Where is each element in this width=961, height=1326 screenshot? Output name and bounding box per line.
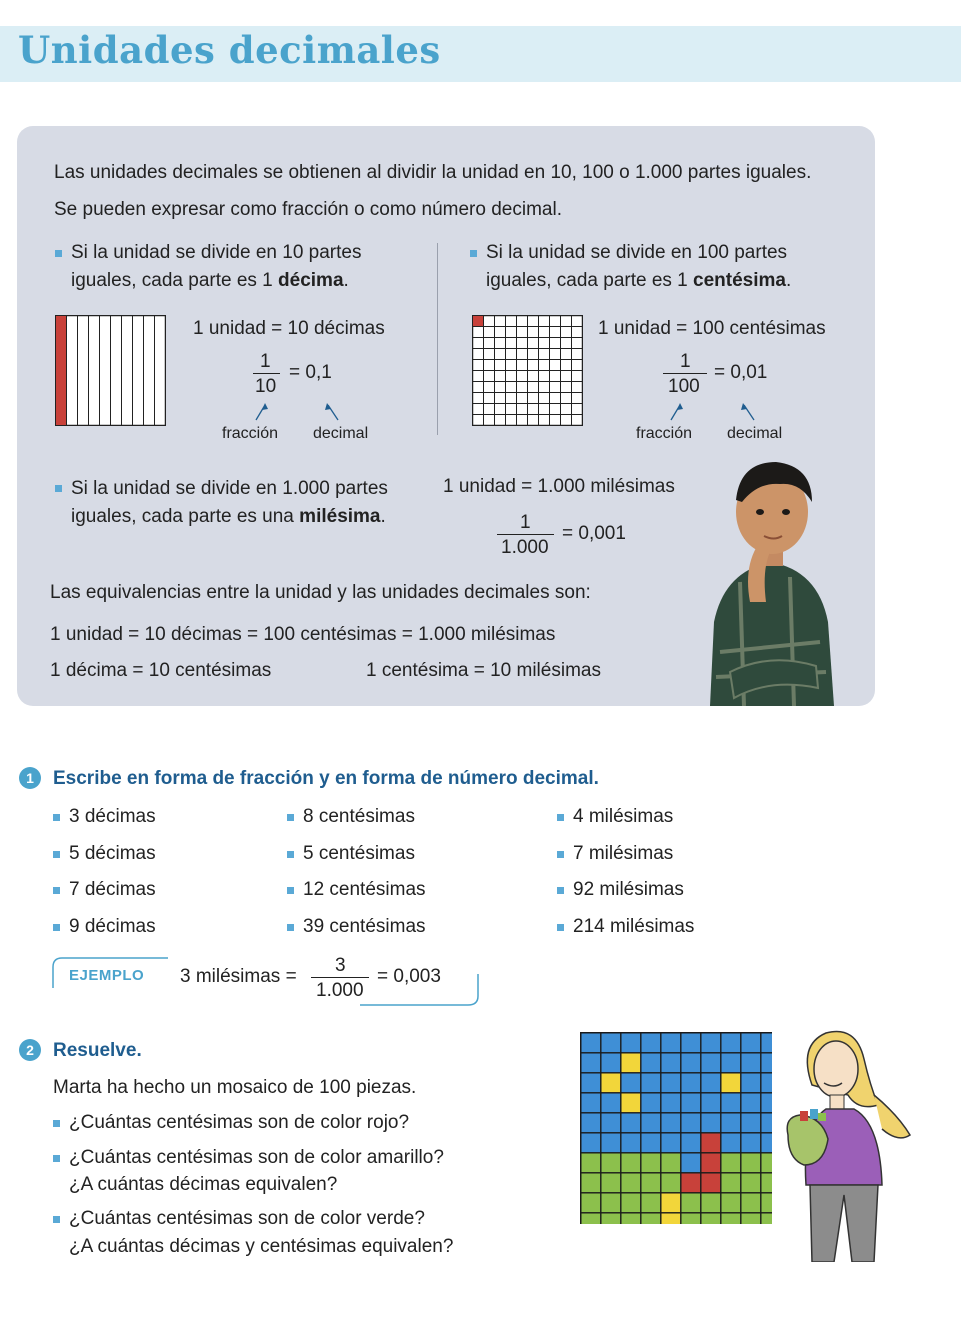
- bullet-icon: [55, 485, 62, 492]
- exercise-2-intro: Marta ha hecho un mosaico de 100 piezas.: [53, 1077, 417, 1098]
- mosaic-cell: [642, 1054, 661, 1073]
- example-result: = 0,003: [377, 966, 441, 987]
- milesima-equation: 1 unidad = 1.000 milésimas: [443, 476, 675, 497]
- bullet-icon: [557, 851, 564, 858]
- mosaic-cell: [582, 1094, 601, 1113]
- mosaic-cell: [722, 1054, 741, 1073]
- bullet-icon: [53, 814, 60, 821]
- tenth-shaded-strip: [56, 316, 66, 425]
- mosaic-cell: [682, 1174, 701, 1193]
- mosaic-cell: [662, 1074, 681, 1093]
- bullet-icon: [287, 814, 294, 821]
- mosaic-cell: [722, 1094, 741, 1113]
- mosaic-cell: [642, 1154, 661, 1173]
- mosaic-cell: [682, 1034, 701, 1053]
- decima-fraction-bar: [253, 373, 280, 374]
- mosaic-cell: [742, 1194, 761, 1213]
- mosaic-cell: [702, 1054, 721, 1073]
- decima-result: = 0,1: [289, 362, 332, 383]
- exercise-1-item-label: 39 centésimas: [303, 915, 426, 937]
- milesima-numerator: 1: [520, 512, 531, 533]
- centesima-denominator: 100: [668, 376, 700, 397]
- milesima-line-2: iguales, cada parte es una milésima.: [71, 506, 386, 527]
- example-lhs: 3 milésimas =: [180, 966, 297, 987]
- mosaic-cell: [742, 1134, 761, 1153]
- equivalences-line-2a: 1 décima = 10 centésimas: [50, 660, 272, 681]
- centesima-numerator: 1: [680, 351, 691, 372]
- mosaic-cell: [682, 1134, 701, 1153]
- centesima-equation: 1 unidad = 100 centésimas: [598, 318, 826, 339]
- mosaic-cell: [662, 1174, 681, 1193]
- mosaic-cell: [742, 1074, 761, 1093]
- mosaic-cell: [602, 1054, 621, 1073]
- mosaic-cell: [702, 1114, 721, 1133]
- bullet-icon: [55, 250, 62, 257]
- intro-line-2: Se pueden expresar como fracción o como número decimal.: [54, 199, 562, 220]
- exercise-1-item-label: 5 décimas: [69, 842, 156, 864]
- mosaic-cell: [642, 1194, 661, 1213]
- mosaic-cell: [702, 1134, 721, 1153]
- bullet-icon: [53, 887, 60, 894]
- bullet-icon: [287, 887, 294, 894]
- mosaic-cell: [722, 1114, 741, 1133]
- example-numerator: 3: [335, 955, 346, 976]
- centesima-label-decimal: decimal: [727, 425, 783, 442]
- mosaic-cell: [722, 1134, 741, 1153]
- bullet-icon: [53, 1155, 60, 1162]
- mosaic-cell: [582, 1174, 601, 1193]
- mosaic-cell: [722, 1194, 741, 1213]
- mosaic-cell: [702, 1174, 721, 1193]
- column-divider: [437, 243, 438, 435]
- mosaic-cell: [762, 1134, 773, 1153]
- mosaic-cell: [582, 1214, 601, 1225]
- mosaic-cell: [642, 1094, 661, 1113]
- mosaic-cell: [702, 1034, 721, 1053]
- milesima-denominator: 1.000: [501, 537, 549, 558]
- mosaic-cell: [642, 1174, 661, 1193]
- page-title: Unidades decimales: [18, 28, 441, 72]
- bullet-icon: [557, 814, 564, 821]
- mosaic-cell: [682, 1114, 701, 1133]
- exercise-1-item-label: 8 centésimas: [303, 806, 415, 827]
- exercise-1-item-label: 5 centésimas: [303, 842, 415, 864]
- equivalences-intro: Las equivalencias entre la unidad y las unidades decimales son:: [50, 582, 591, 603]
- mosaic-cell: [762, 1034, 773, 1053]
- bullet-icon: [53, 851, 60, 858]
- exercise-2-q1: ¿Cuántas centésimas son de color rojo?: [69, 1112, 410, 1133]
- mosaic-cell: [582, 1054, 601, 1073]
- mosaic-cell: [622, 1034, 641, 1053]
- bullet-icon: [470, 250, 477, 257]
- centesima-result: = 0,01: [714, 362, 768, 383]
- mosaic-cell: [662, 1114, 681, 1133]
- exercise-1-item-label: 92 milésimas: [573, 879, 684, 900]
- mosaic-cell: [662, 1154, 681, 1173]
- mosaic-cell: [582, 1074, 601, 1093]
- mosaic-cell: [722, 1214, 741, 1225]
- mosaic-cell: [742, 1214, 761, 1225]
- exercise-2-title: Resuelve.: [53, 1040, 142, 1061]
- mosaic-cell: [622, 1174, 641, 1193]
- mosaic-cell: [722, 1174, 741, 1193]
- mosaic-cell: [682, 1214, 701, 1225]
- example-label: EJEMPLO: [69, 967, 145, 984]
- mosaic-cell: [662, 1094, 681, 1113]
- equivalences-line-2b: 1 centésima = 10 milésimas: [366, 660, 601, 681]
- bullet-icon: [557, 887, 564, 894]
- exercise-1-item-label: 9 décimas: [69, 915, 156, 937]
- mosaic-cell: [762, 1194, 773, 1213]
- milesima-result: = 0,001: [562, 523, 626, 544]
- mosaic-cell: [762, 1094, 773, 1113]
- bullet-icon: [557, 924, 564, 931]
- mosaic-cell: [662, 1134, 681, 1153]
- hundredths-diagram: [472, 315, 583, 426]
- exercise-2-q2a: ¿Cuántas centésimas son de color amarillo?: [69, 1147, 444, 1168]
- mosaic-cell: [762, 1214, 773, 1225]
- mosaic-cell: [582, 1114, 601, 1133]
- bullet-icon: [53, 1216, 60, 1223]
- decima-label-fraction: fracción: [222, 425, 279, 442]
- mosaic-cell: [702, 1214, 721, 1225]
- bullet-icon: [53, 924, 60, 931]
- mosaic-cell: [662, 1194, 681, 1213]
- mosaic-cell: [602, 1134, 621, 1153]
- mosaic-cell: [742, 1054, 761, 1073]
- exercise-1-number: 1: [19, 767, 41, 789]
- mosaic-cell: [702, 1094, 721, 1113]
- mosaic-cell: [622, 1214, 641, 1225]
- intro-line-1: Las unidades decimales se obtienen al dividir la unidad en 10, 100 o 1.000 partes iguales.: [54, 162, 812, 183]
- mosaic-cell: [602, 1074, 621, 1093]
- mosaic-cell: [642, 1034, 661, 1053]
- mosaic-cell: [662, 1054, 681, 1073]
- mosaic-cell: [642, 1214, 661, 1225]
- decima-denominator: 10: [255, 376, 277, 397]
- mosaic-cell: [622, 1154, 641, 1173]
- bullet-icon: [287, 851, 294, 858]
- mosaic-cell: [762, 1114, 773, 1133]
- mosaic-cell: [622, 1054, 641, 1073]
- exercise-1-item-label: 7 milésimas: [573, 842, 674, 864]
- bullet-icon: [287, 924, 294, 931]
- mosaic-cell: [582, 1154, 601, 1173]
- mosaic-cell: [682, 1054, 701, 1073]
- mosaic-cell: [702, 1194, 721, 1213]
- mosaic-cell: [762, 1154, 773, 1173]
- mosaic-cell: [602, 1214, 621, 1225]
- girl-illustration: [778, 1025, 918, 1262]
- mosaic-cell: [622, 1134, 641, 1153]
- decima-equation: 1 unidad = 10 décimas: [193, 318, 385, 339]
- mosaic-cell: [602, 1034, 621, 1053]
- centesima-label-fraction: fracción: [636, 425, 693, 442]
- mosaic-cell: [602, 1174, 621, 1193]
- decima-label-decimal: decimal: [313, 425, 369, 442]
- mosaic-cell: [642, 1074, 661, 1093]
- mosaic-cell: [602, 1114, 621, 1133]
- exercise-1-title: Escribe en forma de fracción y en forma de número decimal.: [53, 768, 599, 789]
- mosaic-cell: [722, 1154, 741, 1173]
- decima-line-1: Si la unidad se divide en 10 partes: [71, 242, 362, 263]
- mosaic-cell: [682, 1094, 701, 1113]
- mosaic-cell: [582, 1034, 601, 1053]
- mosaic-cell: [622, 1114, 641, 1133]
- milesima-fraction-bar: [497, 534, 554, 535]
- mosaic-cell: [602, 1194, 621, 1213]
- mosaic-cell: [722, 1074, 741, 1093]
- mosaic-cell: [682, 1074, 701, 1093]
- exercise-1-item-label: 12 centésimas: [303, 879, 426, 900]
- mosaic-cell: [602, 1154, 621, 1173]
- centesima-line-1: Si la unidad se divide en 100 partes: [486, 242, 788, 263]
- exercise-2-q3a: ¿Cuántas centésimas son de color verde?: [69, 1208, 425, 1229]
- mosaic-cell: [762, 1174, 773, 1193]
- mosaic-cell: [582, 1194, 601, 1213]
- example-denominator: 1.000: [316, 980, 364, 1001]
- mosaic-cell: [762, 1074, 773, 1093]
- centesima-line-2: iguales, cada parte es 1 centésima.: [486, 270, 792, 291]
- mosaic-cell: [682, 1194, 701, 1213]
- example-fraction-bar: [311, 977, 369, 978]
- mosaic-cell: [742, 1094, 761, 1113]
- mosaic-cell: [742, 1154, 761, 1173]
- exercise-2-q3b: ¿A cuántas décimas y centésimas equivalen?: [69, 1236, 454, 1257]
- mosaic-cell: [702, 1154, 721, 1173]
- exercise-1-item-label: 7 décimas: [69, 879, 156, 900]
- mosaic-cell: [702, 1074, 721, 1093]
- mosaic-cell: [722, 1034, 741, 1053]
- milesima-line-1: Si la unidad se divide en 1.000 partes: [71, 478, 388, 499]
- mosaic-cell: [602, 1094, 621, 1113]
- mosaic-cell: [642, 1114, 661, 1133]
- mosaic-cell: [662, 1214, 681, 1225]
- mosaic-cell: [662, 1034, 681, 1053]
- decima-line-2: iguales, cada parte es 1 décima.: [71, 270, 349, 291]
- equivalences-line-1: 1 unidad = 10 décimas = 100 centésimas = 1.000 milésimas: [50, 624, 556, 645]
- exercise-1-item-label: 4 milésimas: [573, 806, 674, 827]
- mosaic-grid: [580, 1032, 772, 1224]
- thinking-boy-illustration: [700, 452, 840, 706]
- mosaic-cell: [622, 1094, 641, 1113]
- centesima-arrows: [665, 400, 765, 425]
- exercise-2-number: 2: [19, 1039, 41, 1061]
- mosaic-cell: [622, 1074, 641, 1093]
- centesima-fraction-bar: [663, 373, 707, 374]
- mosaic-cell: [582, 1134, 601, 1153]
- mosaic-cell: [642, 1134, 661, 1153]
- exercise-1-item-label: 3 décimas: [69, 806, 156, 827]
- tenths-diagram: [55, 315, 166, 426]
- mosaic-cell: [742, 1034, 761, 1053]
- hundredth-shaded-cell: [473, 316, 483, 326]
- bullet-icon: [53, 1120, 60, 1127]
- decima-arrows: [250, 400, 350, 425]
- mosaic-cell: [762, 1054, 773, 1073]
- decima-numerator: 1: [260, 351, 271, 372]
- mosaic-cell: [682, 1154, 701, 1173]
- exercise-1-item-label: 214 milésimas: [573, 915, 695, 937]
- mosaic-cell: [742, 1174, 761, 1193]
- mosaic-cell: [742, 1114, 761, 1133]
- exercise-2-q2b: ¿A cuántas décimas equivalen?: [69, 1174, 338, 1195]
- mosaic-cell: [622, 1194, 641, 1213]
